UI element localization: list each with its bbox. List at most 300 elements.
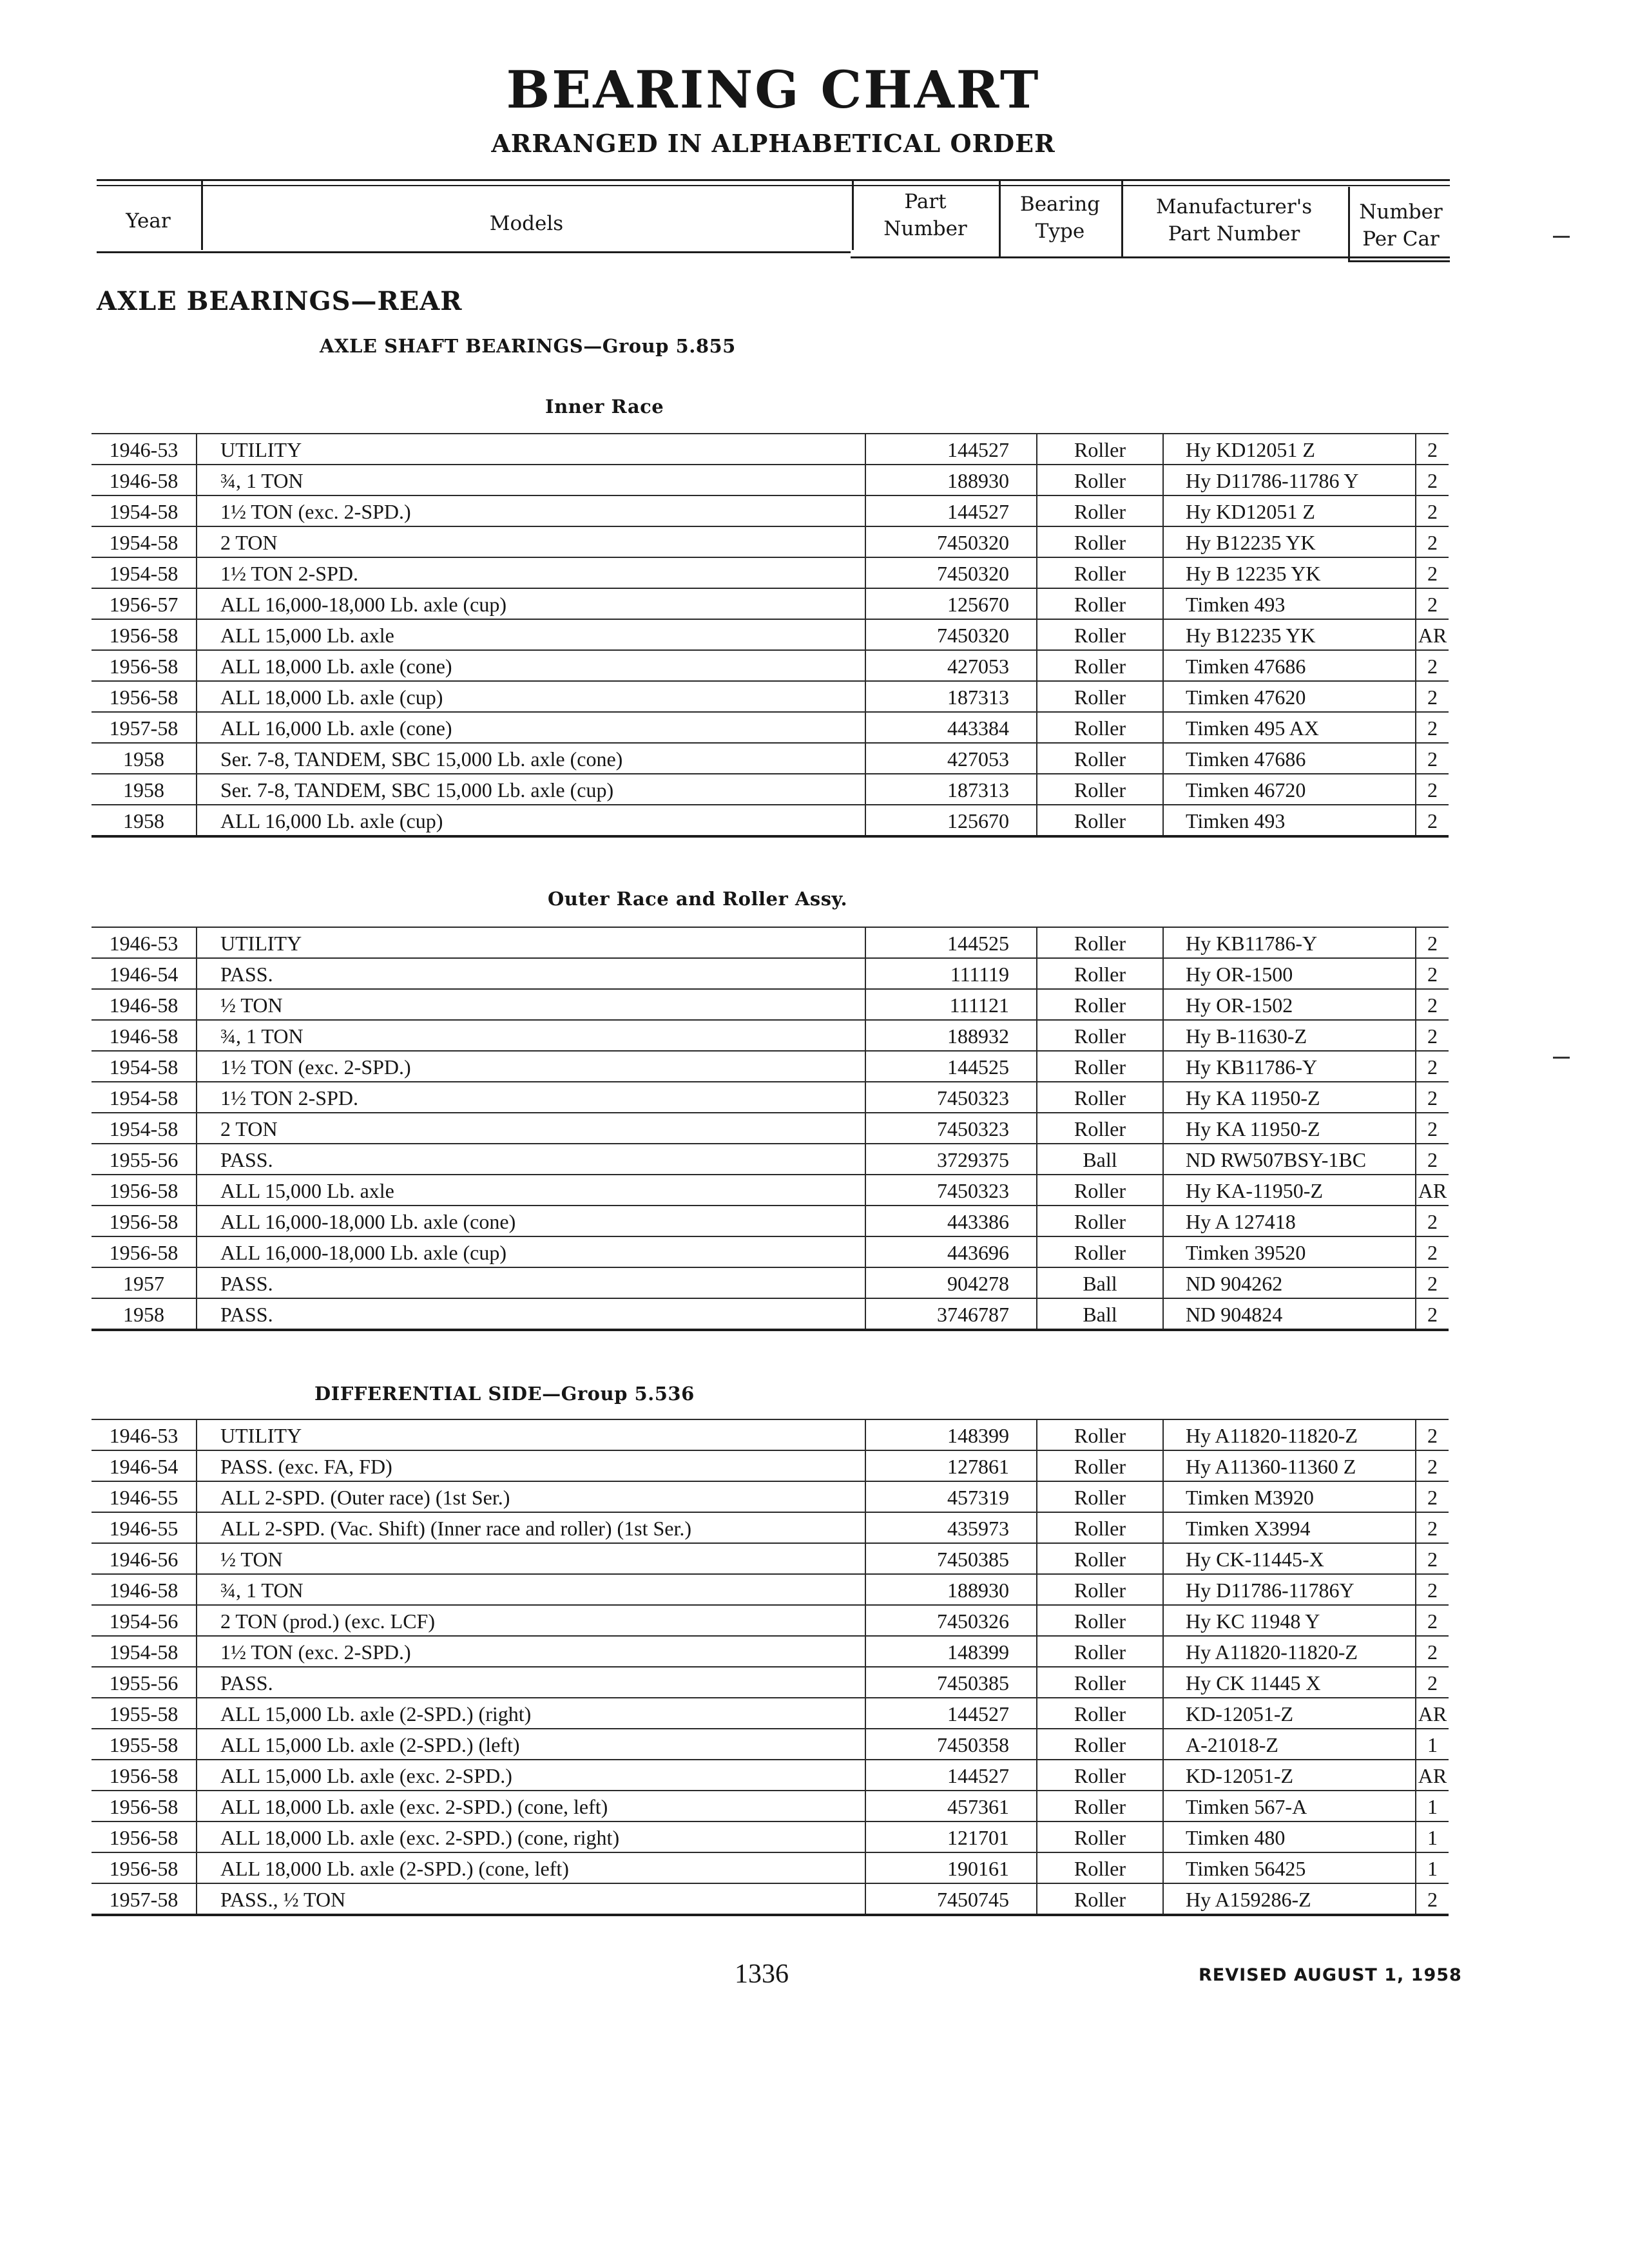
model-cell: ALL 16,000 Lb. axle (cone)	[197, 712, 865, 743]
subgroup-heading-inner-race: Inner Race	[545, 396, 664, 418]
number-per-car-cell: 2	[1416, 1082, 1449, 1113]
part-number-cell: 7450326	[865, 1605, 1037, 1636]
number-per-car-cell: 2	[1416, 958, 1449, 989]
table-row	[92, 526, 1449, 557]
number-per-car-cell: 2	[1416, 681, 1449, 712]
number-per-car-cell: 1	[1416, 1791, 1449, 1821]
mfr-part-number-cell: Timken 567-A	[1163, 1791, 1416, 1821]
column-header-number-per-car	[1349, 198, 1452, 253]
part-number-cell: 7450358	[865, 1729, 1037, 1760]
section-heading: AXLE BEARINGS—REAR	[97, 286, 463, 316]
mfr-part-number-cell: Hy KB11786-Y	[1163, 927, 1416, 958]
column-header-year	[110, 207, 187, 235]
number-per-car-cell: 2	[1416, 1267, 1449, 1298]
model-cell: 1½ TON (exc. 2-SPD.)	[197, 495, 865, 526]
model-cell: ALL 15,000 Lb. axle (2-SPD.) (right)	[197, 1698, 865, 1729]
number-per-car-cell: 2	[1416, 1574, 1449, 1605]
number-per-car-cell: 2	[1416, 1481, 1449, 1512]
year-cell: 1956-57	[92, 588, 197, 619]
number-per-car-cell: 2	[1416, 743, 1449, 774]
number-per-car-cell: 2	[1416, 1450, 1449, 1481]
number-per-car-cell: 2	[1416, 774, 1449, 805]
year-cell: 1958	[92, 774, 197, 805]
number-per-car-cell: 2	[1416, 927, 1449, 958]
table-row	[92, 743, 1449, 774]
mfr-part-number-cell: Timken 39520	[1163, 1236, 1416, 1267]
part-number-cell: 187313	[865, 681, 1037, 712]
bearing-type-cell: Roller	[1037, 1574, 1163, 1605]
model-cell: ALL 16,000 Lb. axle (cup)	[197, 805, 865, 836]
bearing-type-cell: Roller	[1037, 1821, 1163, 1852]
number-per-car-cell: AR	[1416, 1698, 1449, 1729]
bearing-type-cell: Roller	[1037, 958, 1163, 989]
year-cell: 1956-58	[92, 1206, 197, 1236]
bearing-type-cell: Roller	[1037, 526, 1163, 557]
model-cell: UTILITY	[197, 1419, 865, 1450]
bearing-type-cell: Roller	[1037, 1051, 1163, 1082]
table-row	[92, 557, 1449, 588]
number-per-car-cell: 2	[1416, 557, 1449, 588]
table-row	[92, 1667, 1449, 1698]
bearing-type-cell: Roller	[1037, 1419, 1163, 1450]
table-row	[92, 1051, 1449, 1082]
part-number-cell: 427053	[865, 650, 1037, 681]
part-number-cell: 7450323	[865, 1082, 1037, 1113]
model-cell: ALL 15,000 Lb. axle (exc. 2-SPD.)	[197, 1760, 865, 1791]
mfr-part-number-cell: Timken 47620	[1163, 681, 1416, 712]
table-row	[92, 1698, 1449, 1729]
year-cell: 1946-58	[92, 989, 197, 1020]
bearing-type-cell: Roller	[1037, 1236, 1163, 1267]
table-row	[92, 1605, 1449, 1636]
column-header-mfr-label-2: Part Number	[1168, 222, 1300, 245]
year-cell: 1958	[92, 743, 197, 774]
model-cell: Ser. 7-8, TANDEM, SBC 15,000 Lb. axle (cone)	[197, 743, 865, 774]
mfr-part-number-cell: A-21018-Z	[1163, 1729, 1416, 1760]
part-number-cell: 7450385	[865, 1667, 1037, 1698]
part-number-cell: 144525	[865, 1051, 1037, 1082]
model-cell: PASS.	[197, 1667, 865, 1698]
part-number-cell: 7450745	[865, 1883, 1037, 1915]
column-header-mfr-label-1: Manufacturer's	[1155, 195, 1313, 218]
column-header-part-number	[852, 188, 999, 242]
model-cell: ½ TON	[197, 1543, 865, 1574]
header-bottom-rule	[97, 251, 851, 253]
number-per-car-cell: 2	[1416, 989, 1449, 1020]
model-cell: 1½ TON 2-SPD.	[197, 1082, 865, 1113]
number-per-car-cell: 2	[1416, 650, 1449, 681]
mfr-part-number-cell: Hy KA 11950-Z	[1163, 1113, 1416, 1144]
model-cell: ALL 18,000 Lb. axle (2-SPD.) (cone, left)	[197, 1852, 865, 1883]
model-cell: ALL 15,000 Lb. axle (2-SPD.) (left)	[197, 1729, 865, 1760]
bearing-type-cell: Roller	[1037, 650, 1163, 681]
bearing-type-cell: Roller	[1037, 465, 1163, 495]
part-number-cell: 7450323	[865, 1175, 1037, 1206]
table-row	[92, 1821, 1449, 1852]
mfr-part-number-cell: Timken 495 AX	[1163, 712, 1416, 743]
mfr-part-number-cell: Timken 493	[1163, 588, 1416, 619]
table-row	[92, 1543, 1449, 1574]
column-header-number-label-2: Per Car	[1362, 227, 1440, 251]
mfr-part-number-cell: Hy CK 11445 X	[1163, 1667, 1416, 1698]
column-header-number-label-1: Number	[1359, 200, 1443, 224]
model-cell: ¾, 1 TON	[197, 465, 865, 495]
model-cell: PASS.	[197, 1267, 865, 1298]
column-header-part-label-1: Part	[904, 190, 947, 213]
differential-side-table	[92, 1419, 1449, 1916]
bearing-type-cell: Roller	[1037, 1206, 1163, 1236]
part-number-cell: 144525	[865, 927, 1037, 958]
year-cell: 1946-56	[92, 1543, 197, 1574]
table-row	[92, 1852, 1449, 1883]
model-cell: ALL 16,000-18,000 Lb. axle (cup)	[197, 588, 865, 619]
year-cell: 1958	[92, 805, 197, 836]
part-number-cell: 111121	[865, 989, 1037, 1020]
mfr-part-number-cell: Hy D11786-11786Y	[1163, 1574, 1416, 1605]
mfr-part-number-cell: Hy A11820-11820-Z	[1163, 1636, 1416, 1667]
number-per-car-cell: 2	[1416, 434, 1449, 465]
table-row	[92, 989, 1449, 1020]
table-row	[92, 1267, 1449, 1298]
mfr-part-number-cell: Timken 47686	[1163, 650, 1416, 681]
margin-mark	[1553, 1057, 1570, 1059]
model-cell: ALL 2-SPD. (Vac. Shift) (Inner race and roller) (1st Ser.)	[197, 1512, 865, 1543]
model-cell: 1½ TON 2-SPD.	[197, 557, 865, 588]
year-cell: 1956-58	[92, 1791, 197, 1821]
part-number-cell: 188932	[865, 1020, 1037, 1051]
table-row	[92, 1450, 1449, 1481]
header-bottom-rule-end	[1348, 260, 1450, 262]
number-per-car-cell: 2	[1416, 526, 1449, 557]
model-cell: ALL 15,000 Lb. axle	[197, 1175, 865, 1206]
model-cell: ALL 15,000 Lb. axle	[197, 619, 865, 650]
part-number-cell: 3729375	[865, 1144, 1037, 1175]
part-number-cell: 457319	[865, 1481, 1037, 1512]
mfr-part-number-cell: Timken 46720	[1163, 774, 1416, 805]
mfr-part-number-cell: Hy B12235 YK	[1163, 526, 1416, 557]
year-cell: 1955-56	[92, 1667, 197, 1698]
model-cell: ¾, 1 TON	[197, 1020, 865, 1051]
number-per-car-cell: 2	[1416, 1144, 1449, 1175]
number-per-car-cell: 2	[1416, 465, 1449, 495]
mfr-part-number-cell: Hy B12235 YK	[1163, 619, 1416, 650]
table-row	[92, 1419, 1449, 1450]
bearing-type-cell: Roller	[1037, 619, 1163, 650]
model-cell: ALL 18,000 Lb. axle (exc. 2-SPD.) (cone, left)	[197, 1791, 865, 1821]
part-number-cell: 7450320	[865, 557, 1037, 588]
part-number-cell: 3746787	[865, 1298, 1037, 1330]
model-cell: PASS., ½ TON	[197, 1883, 865, 1915]
margin-mark	[1553, 236, 1570, 238]
year-cell: 1946-58	[92, 1020, 197, 1051]
part-number-cell: 111119	[865, 958, 1037, 989]
mfr-part-number-cell: Hy D11786-11786 Y	[1163, 465, 1416, 495]
mfr-part-number-cell: Timken X3994	[1163, 1512, 1416, 1543]
model-cell: ALL 18,000 Lb. axle (exc. 2-SPD.) (cone, right)	[197, 1821, 865, 1852]
model-cell: ALL 2-SPD. (Outer race) (1st Ser.)	[197, 1481, 865, 1512]
model-cell: ALL 18,000 Lb. axle (cup)	[197, 681, 865, 712]
table-row	[92, 1298, 1449, 1330]
part-number-cell: 904278	[865, 1267, 1037, 1298]
part-number-cell: 7450320	[865, 526, 1037, 557]
part-number-cell: 427053	[865, 743, 1037, 774]
table-row	[92, 927, 1449, 958]
bearing-type-cell: Roller	[1037, 1667, 1163, 1698]
part-number-cell: 144527	[865, 1698, 1037, 1729]
table-row	[92, 650, 1449, 681]
bearing-type-cell: Roller	[1037, 1698, 1163, 1729]
year-cell: 1955-58	[92, 1698, 197, 1729]
bearing-type-cell: Roller	[1037, 805, 1163, 836]
bearing-type-cell: Roller	[1037, 1113, 1163, 1144]
table-row	[92, 805, 1449, 836]
mfr-part-number-cell: Timken 47686	[1163, 743, 1416, 774]
year-cell: 1956-58	[92, 1821, 197, 1852]
mfr-part-number-cell: ND 904262	[1163, 1267, 1416, 1298]
bearing-type-cell: Roller	[1037, 743, 1163, 774]
bearing-type-cell: Roller	[1037, 712, 1163, 743]
mfr-part-number-cell: Hy B-11630-Z	[1163, 1020, 1416, 1051]
number-per-car-cell: AR	[1416, 1175, 1449, 1206]
year-cell: 1946-58	[92, 1574, 197, 1605]
bearing-type-cell: Roller	[1037, 557, 1163, 588]
part-number-cell: 443696	[865, 1236, 1037, 1267]
part-number-cell: 187313	[865, 774, 1037, 805]
number-per-car-cell: 2	[1416, 1051, 1449, 1082]
year-cell: 1954-58	[92, 526, 197, 557]
model-cell: PASS.	[197, 958, 865, 989]
year-cell: 1954-56	[92, 1605, 197, 1636]
model-cell: 1½ TON (exc. 2-SPD.)	[197, 1636, 865, 1667]
part-number-cell: 127861	[865, 1450, 1037, 1481]
inner-race-table	[92, 433, 1449, 838]
model-cell: PASS.	[197, 1144, 865, 1175]
model-cell: UTILITY	[197, 434, 865, 465]
part-number-cell: 435973	[865, 1512, 1037, 1543]
part-number-cell: 148399	[865, 1419, 1037, 1450]
mfr-part-number-cell: Hy KA-11950-Z	[1163, 1175, 1416, 1206]
bearing-type-cell: Ball	[1037, 1298, 1163, 1330]
part-number-cell: 7450323	[865, 1113, 1037, 1144]
page-subtitle: ARRANGED IN ALPHABETICAL ORDER	[491, 129, 1055, 158]
year-cell: 1954-58	[92, 1051, 197, 1082]
revision-date: REVISED AUGUST 1, 1958	[1199, 1965, 1462, 1985]
bearing-type-cell: Roller	[1037, 1636, 1163, 1667]
table-row	[92, 1113, 1449, 1144]
bearing-type-cell: Roller	[1037, 1605, 1163, 1636]
part-number-cell: 125670	[865, 588, 1037, 619]
table-row	[92, 1729, 1449, 1760]
bearing-type-cell: Roller	[1037, 774, 1163, 805]
year-cell: 1956-58	[92, 619, 197, 650]
page-number: 1336	[735, 1959, 789, 1989]
table-row	[92, 1481, 1449, 1512]
bearing-type-cell: Roller	[1037, 1883, 1163, 1915]
year-cell: 1957	[92, 1267, 197, 1298]
table-row	[92, 495, 1449, 526]
year-cell: 1957-58	[92, 1883, 197, 1915]
part-number-cell: 457361	[865, 1791, 1037, 1821]
mfr-part-number-cell: Hy KD12051 Z	[1163, 495, 1416, 526]
number-per-car-cell: 2	[1416, 495, 1449, 526]
year-cell: 1956-58	[92, 1236, 197, 1267]
bearing-type-cell: Roller	[1037, 1481, 1163, 1512]
year-cell: 1946-53	[92, 927, 197, 958]
table-row	[92, 681, 1449, 712]
year-cell: 1956-58	[92, 650, 197, 681]
header-top-rule	[97, 179, 1450, 181]
part-number-cell: 121701	[865, 1821, 1037, 1852]
bearing-type-cell: Roller	[1037, 1512, 1163, 1543]
mfr-part-number-cell: Hy B 12235 YK	[1163, 557, 1416, 588]
column-header-models-label: Models	[489, 212, 564, 235]
bearing-type-cell: Roller	[1037, 1543, 1163, 1574]
model-cell: ALL 16,000-18,000 Lb. axle (cup)	[197, 1236, 865, 1267]
mfr-part-number-cell: ND 904824	[1163, 1298, 1416, 1330]
table-row	[92, 619, 1449, 650]
bearing-type-cell: Roller	[1037, 1450, 1163, 1481]
table-row	[92, 465, 1449, 495]
table-row	[92, 1636, 1449, 1667]
number-per-car-cell: AR	[1416, 1760, 1449, 1791]
model-cell: UTILITY	[197, 927, 865, 958]
year-cell: 1954-58	[92, 1113, 197, 1144]
mfr-part-number-cell: Hy CK-11445-X	[1163, 1543, 1416, 1574]
mfr-part-number-cell: KD-12051-Z	[1163, 1760, 1416, 1791]
bearing-type-cell: Roller	[1037, 927, 1163, 958]
year-cell: 1956-58	[92, 1760, 197, 1791]
year-cell: 1956-58	[92, 1175, 197, 1206]
year-cell: 1954-58	[92, 1082, 197, 1113]
part-number-cell: 190161	[865, 1852, 1037, 1883]
number-per-car-cell: AR	[1416, 619, 1449, 650]
table-row	[92, 1144, 1449, 1175]
bearing-type-cell: Roller	[1037, 1020, 1163, 1051]
part-number-cell: 148399	[865, 1636, 1037, 1667]
model-cell: 2 TON (prod.) (exc. LCF)	[197, 1605, 865, 1636]
bearing-type-cell: Roller	[1037, 989, 1163, 1020]
table-row	[92, 712, 1449, 743]
model-cell: Ser. 7-8, TANDEM, SBC 15,000 Lb. axle (cup)	[197, 774, 865, 805]
model-cell: ALL 18,000 Lb. axle (cone)	[197, 650, 865, 681]
model-cell: 2 TON	[197, 526, 865, 557]
bearing-type-cell: Roller	[1037, 1791, 1163, 1821]
table-row	[92, 1082, 1449, 1113]
number-per-car-cell: 2	[1416, 1419, 1449, 1450]
number-per-car-cell: 1	[1416, 1729, 1449, 1760]
page-title: BEARING CHART	[506, 59, 1041, 120]
mfr-part-number-cell: Hy KB11786-Y	[1163, 1051, 1416, 1082]
group-heading-differential: DIFFERENTIAL SIDE—Group 5.536	[314, 1383, 695, 1405]
mfr-part-number-cell: Hy KA 11950-Z	[1163, 1082, 1416, 1113]
number-per-car-cell: 2	[1416, 1667, 1449, 1698]
column-header-models	[201, 210, 852, 237]
year-cell: 1956-58	[92, 1852, 197, 1883]
year-cell: 1956-58	[92, 681, 197, 712]
number-per-car-cell: 2	[1416, 712, 1449, 743]
number-per-car-cell: 2	[1416, 1113, 1449, 1144]
part-number-cell: 7450385	[865, 1543, 1037, 1574]
mfr-part-number-cell: Hy A159286-Z	[1163, 1883, 1416, 1915]
model-cell: ALL 16,000-18,000 Lb. axle (cone)	[197, 1206, 865, 1236]
table-row	[92, 1883, 1449, 1915]
part-number-cell: 443384	[865, 712, 1037, 743]
year-cell: 1958	[92, 1298, 197, 1330]
bearing-type-cell: Roller	[1037, 588, 1163, 619]
number-per-car-cell: 2	[1416, 1883, 1449, 1915]
year-cell: 1954-58	[92, 1636, 197, 1667]
column-header-type-label-2: Type	[1035, 220, 1085, 243]
bearing-type-cell: Roller	[1037, 1175, 1163, 1206]
bearing-type-cell: Ball	[1037, 1267, 1163, 1298]
number-per-car-cell: 2	[1416, 805, 1449, 836]
part-number-cell: 125670	[865, 805, 1037, 836]
year-cell: 1946-58	[92, 465, 197, 495]
table-row	[92, 1512, 1449, 1543]
bearing-type-cell: Roller	[1037, 1729, 1163, 1760]
column-header-part-label-2: Number	[883, 217, 967, 240]
part-number-cell: 188930	[865, 465, 1037, 495]
year-cell: 1955-58	[92, 1729, 197, 1760]
number-per-car-cell: 1	[1416, 1852, 1449, 1883]
number-per-car-cell: 2	[1416, 1236, 1449, 1267]
bearing-type-cell: Ball	[1037, 1144, 1163, 1175]
year-cell: 1954-58	[92, 557, 197, 588]
year-cell: 1946-54	[92, 1450, 197, 1481]
table-row	[92, 1791, 1449, 1821]
column-header-year-label: Year	[126, 209, 171, 233]
mfr-part-number-cell: Timken 480	[1163, 1821, 1416, 1852]
model-cell: 2 TON	[197, 1113, 865, 1144]
bearing-type-cell: Roller	[1037, 434, 1163, 465]
number-per-car-cell: 2	[1416, 1605, 1449, 1636]
mfr-part-number-cell: Hy KC 11948 Y	[1163, 1605, 1416, 1636]
table-row	[92, 958, 1449, 989]
table-row	[92, 1206, 1449, 1236]
bearing-type-cell: Roller	[1037, 681, 1163, 712]
header-top-rule-2	[97, 185, 1450, 186]
header-bottom-rule-right	[851, 256, 1450, 258]
model-cell: PASS.	[197, 1298, 865, 1330]
bearing-type-cell: Roller	[1037, 1082, 1163, 1113]
mfr-part-number-cell: Hy OR-1500	[1163, 958, 1416, 989]
bearing-type-cell: Roller	[1037, 1760, 1163, 1791]
number-per-car-cell: 2	[1416, 1636, 1449, 1667]
mfr-part-number-cell: Timken 56425	[1163, 1852, 1416, 1883]
outer-race-table	[92, 927, 1449, 1331]
number-per-car-cell: 2	[1416, 1020, 1449, 1051]
part-number-cell: 7450320	[865, 619, 1037, 650]
mfr-part-number-cell: KD-12051-Z	[1163, 1698, 1416, 1729]
year-cell: 1955-56	[92, 1144, 197, 1175]
table-row	[92, 1574, 1449, 1605]
model-cell: PASS. (exc. FA, FD)	[197, 1450, 865, 1481]
table-row	[92, 1236, 1449, 1267]
table-row	[92, 588, 1449, 619]
bearing-type-cell: Roller	[1037, 495, 1163, 526]
mfr-part-number-cell: Hy KD12051 Z	[1163, 434, 1416, 465]
year-cell: 1946-55	[92, 1512, 197, 1543]
number-per-car-cell: 2	[1416, 1512, 1449, 1543]
number-per-car-cell: 2	[1416, 1298, 1449, 1330]
part-number-cell: 144527	[865, 434, 1037, 465]
mfr-part-number-cell: Timken M3920	[1163, 1481, 1416, 1512]
mfr-part-number-cell: Hy A11820-11820-Z	[1163, 1419, 1416, 1450]
part-number-cell: 144527	[865, 1760, 1037, 1791]
year-cell: 1946-55	[92, 1481, 197, 1512]
year-cell: 1946-54	[92, 958, 197, 989]
table-row	[92, 1175, 1449, 1206]
